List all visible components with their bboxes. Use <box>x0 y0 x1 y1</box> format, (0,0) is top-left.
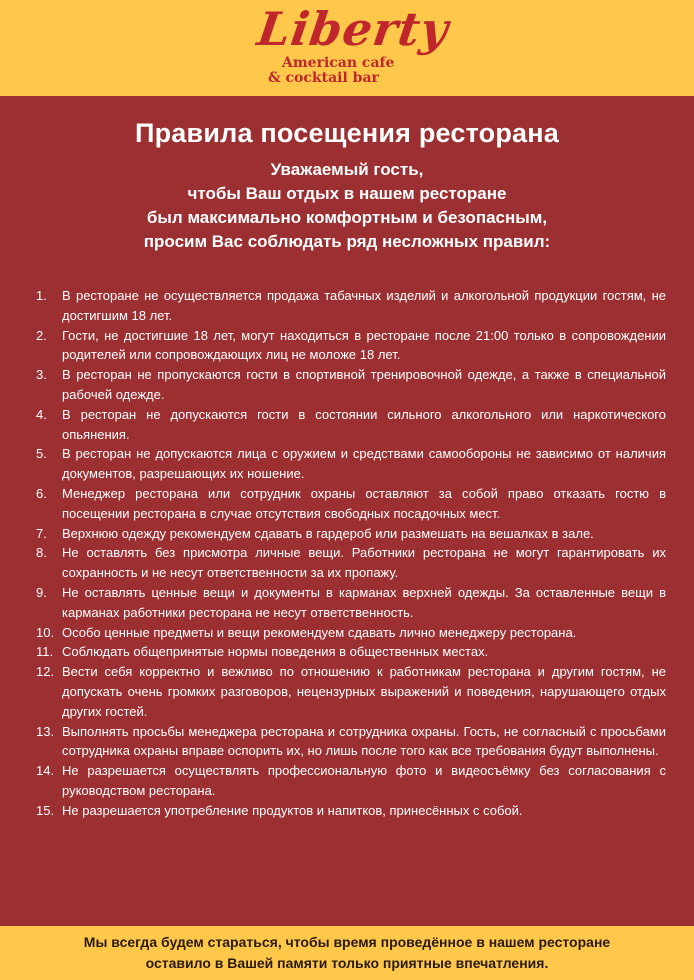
rule-text: В ресторан не допускаются гости в состоянии сильного алкогольного или наркотического опьянения. <box>62 406 666 442</box>
rule-item <box>36 801 666 821</box>
rule-item <box>36 583 666 623</box>
rule-item <box>36 662 666 721</box>
rule-text: Не разрешается употребление продуктов и напитков, принесённых с собой. <box>62 802 523 818</box>
rule-number: 3. <box>36 367 47 383</box>
rule-number: 15. <box>36 802 55 818</box>
rule-item <box>36 524 666 544</box>
rules-panel <box>0 96 694 926</box>
rule-item <box>36 543 666 583</box>
rule-number: 7. <box>36 525 47 541</box>
rule-item <box>36 286 666 326</box>
rule-item <box>36 642 666 662</box>
rule-text: Соблюдать общепринятые нормы поведения в общественных местах. <box>62 644 489 660</box>
rule-item <box>36 444 666 484</box>
rule-number: 4. <box>36 406 47 422</box>
rule-text: Вести себя корректно и вежливо по отношению к работникам ресторана и другим гостям, не допускать очень громких разговоров, нецензурных выражений и поведения, нарушающего отдых других гостей. <box>62 664 666 719</box>
rule-item <box>36 722 666 762</box>
rule-number: 1. <box>36 288 47 303</box>
footer-line: оставило в Вашей памяти только приятные впечатления. <box>145 955 549 971</box>
logo-wordmark: Liberty <box>254 2 453 56</box>
rule-number: 9. <box>36 584 47 600</box>
rule-item <box>36 326 666 366</box>
rule-number: 8. <box>36 545 47 561</box>
intro-line: чтобы Ваш отдых в нашем ресторане <box>187 184 507 203</box>
rule-text: Не разрешается осуществлять профессиональную фото и видеосъёмку без согласования с руководством ресторана. <box>62 763 666 798</box>
intro-line: Уважаемый гость, <box>270 160 424 179</box>
rule-text: Не оставлять ценные вещи и документы в карманах верхней одежды. За оставленные вещи в карманах работники ресторана не несут ответственность. <box>62 584 666 620</box>
rule-item <box>36 761 666 801</box>
intro-text <box>0 158 694 254</box>
footer-band <box>0 926 694 980</box>
rule-text: В ресторан не допускаются лица с оружием и средствами самообороны не зависимо от наличия документов, разрешающих их ношение. <box>62 446 666 482</box>
rule-text: Не оставлять без присмотра личные вещи. Работники ресторана не могут гарантировать их сохранность и не несут ответственности за их пропажу. <box>62 545 666 581</box>
rule-text: В ресторан не пропускаются гости в спортивной тренировочной одежде, а также в специальной рабочей одежде. <box>62 367 666 402</box>
rule-item <box>36 623 666 643</box>
rule-text: В ресторане не осуществляется продажа табачных изделий и алкогольной продукции гостям, не достигшим 18 лет. <box>62 288 666 323</box>
rule-text: Менеджер ресторана или сотрудник охраны оставляют за собой право отказать гостю в посещении ресторана в случае отсутствия свободных посадочных мест. <box>62 485 666 521</box>
rule-number: 2. <box>36 327 47 343</box>
intro-line: просим Вас соблюдать ряд несложных правил: <box>143 232 551 251</box>
rule-text: Верхнюю одежду рекомендуем сдавать в гардероб или размешать на вешалках в зале. <box>62 525 594 541</box>
rule-item <box>36 405 666 445</box>
logo-subtitle-1: American cafe <box>282 55 395 71</box>
header-band <box>0 0 694 96</box>
rule-number: 10. <box>36 624 55 640</box>
rule-number: 13. <box>36 723 55 739</box>
rule-number: 11. <box>36 644 54 660</box>
rule-text: Выполнять просьбы менеджера ресторана и сотрудника охраны. Гость, не согласный с просьбами сотрудника охраны вправе оспорить их, но лишь после того как все требования будут выполнены. <box>62 723 666 759</box>
rule-item <box>36 365 666 405</box>
rule-number: 5. <box>36 446 47 462</box>
rule-number: 12. <box>36 664 55 680</box>
rules-list <box>36 286 666 821</box>
intro-line: был максимально комфортным и безопасным, <box>146 208 548 227</box>
footer-line: Мы всегда будем стараться, чтобы время проведённое в нашем ресторане <box>83 934 611 950</box>
rule-item <box>36 484 666 524</box>
rule-text: Гости, не достигшие 18 лет, могут находиться в ресторане после 21:00 только в сопровождении родителей или сопровождающих лиц не моложе 18 лет. <box>62 327 666 363</box>
liberty-logo <box>254 2 454 92</box>
rule-number: 6. <box>36 485 47 501</box>
page-title: Правила посещения ресторана <box>135 118 559 148</box>
rule-number: 14. <box>36 763 55 779</box>
rule-text: Особо ценные предметы и вещи рекомендуем сдавать лично менеджеру ресторана. <box>62 624 577 640</box>
logo-subtitle-2: & cocktail bar <box>268 70 379 86</box>
